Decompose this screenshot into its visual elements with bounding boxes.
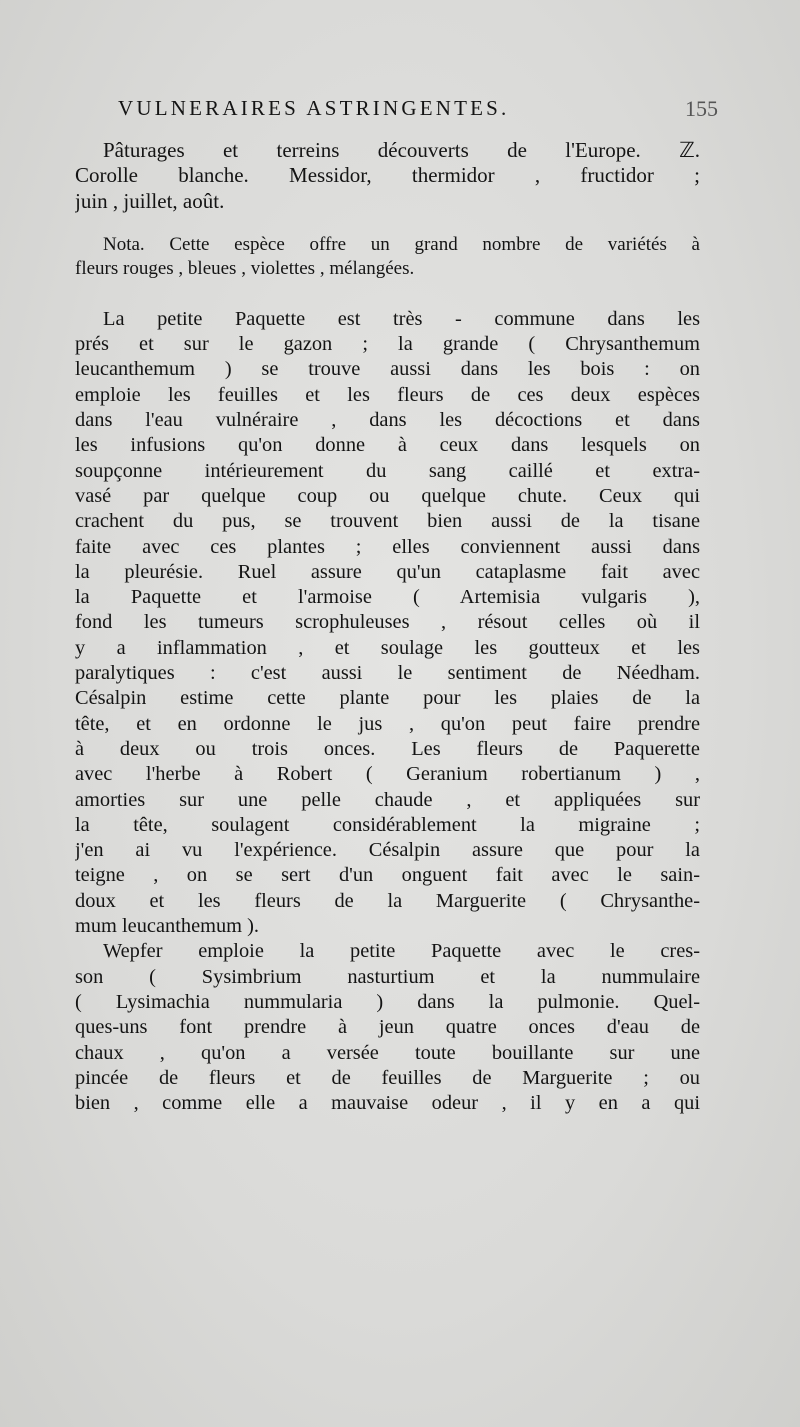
text-line: la pleurésie. Ruel assure qu'un cataplasme fait avec <box>75 560 700 583</box>
text-line: La petite Paquette est très - commune dans les <box>103 307 700 330</box>
text-line: amorties sur une pelle chaude , et appliquées sur <box>75 788 700 811</box>
text-line: teigne , on se sert d'un onguent fait avec le sain- <box>75 864 700 887</box>
text-line: faite avec ces plantes ; elles conviennent aussi dans <box>75 535 700 558</box>
text-block <box>75 138 700 1116</box>
text-line: à deux ou trois onces. Les fleurs de Paquerette <box>75 737 700 760</box>
text-line: doux et les fleurs de la Marguerite ( Chrysanthe- <box>75 889 700 912</box>
text-line: la Paquette et l'armoise ( Artemisia vulgaris ), <box>75 586 700 609</box>
text-line: soupçonne intérieurement du sang caillé et extra- <box>75 459 700 482</box>
text-line: paralytiques : c'est aussi le sentiment de Néedham. <box>75 662 700 685</box>
text-line: Pâturages et terreins découverts de l'Europe. ℤ. <box>103 138 700 162</box>
text-line: ( Lysimachia nummularia ) dans la pulmonie. Quel- <box>75 990 700 1013</box>
text-line: fleurs rouges , bleues , violettes , mélangées. <box>75 257 415 279</box>
text-line: juin , juillet, août. <box>75 188 225 213</box>
habitat-paragraph <box>75 138 700 214</box>
text-line: y a inflammation , et soulage les goutteux et les <box>75 636 700 659</box>
text-line: fond les tumeurs scrophuleuses , résout celles où il <box>75 611 700 634</box>
page-header <box>118 96 718 132</box>
running-title: VULNERAIRES ASTRINGENTES. <box>118 96 510 120</box>
text-line: vasé par quelque coup ou quelque chute. Ceux qui <box>75 484 700 507</box>
text-line: dans l'eau vulnéraire , dans les décoctions et dans <box>75 409 700 432</box>
text-line: pincée de fleurs et de feuilles de Marguerite ; ou <box>75 1066 700 1089</box>
page-number: 155 <box>685 96 718 121</box>
text-line: les infusions qu'on donne à ceux dans lesquels on <box>75 434 700 457</box>
text-line: ques-uns font prendre à jeun quatre onces d'eau de <box>75 1016 700 1039</box>
text-line: chaux , qu'on a versée toute bouillante sur une <box>75 1041 700 1064</box>
text-line: Wepfer emploie la petite Paquette avec le cres- <box>103 940 700 963</box>
text-line: Corolle blanche. Messidor, thermidor , fructidor ; <box>75 163 700 188</box>
text-line: j'en ai vu l'expérience. Césalpin assure que pour la <box>75 839 700 862</box>
text-line: crachent du pus, se trouvent bien aussi de la tisane <box>75 510 700 533</box>
text-line: bien , comme elle a mauvaise odeur , il y en a qui <box>75 1092 700 1115</box>
text-line: leucanthemum ) se trouve aussi dans les bois : on <box>75 358 700 381</box>
text-line: mum leucanthemum ). <box>75 915 260 938</box>
text-line: prés et sur le gazon ; la grande ( Chrysanthemum <box>75 333 700 356</box>
text-line: emploie les feuilles et les fleurs de ces deux espèces <box>75 383 700 406</box>
body-text <box>75 307 700 1117</box>
text-line: avec l'herbe à Robert ( Geranium robertianum ) , <box>75 763 700 786</box>
text-line: la tête, soulagent considérablement la migraine ; <box>75 813 700 836</box>
nota-paragraph <box>75 233 700 281</box>
text-line: son ( Sysimbrium nasturtium et la nummulaire <box>75 965 700 988</box>
text-line: Nota. Cette espèce offre un grand nombre de variétés à <box>103 233 700 255</box>
text-line: tête, et en ordonne le jus , qu'on peut faire prendre <box>75 712 700 735</box>
text-line: Césalpin estime cette plante pour les plaies de la <box>75 687 700 710</box>
